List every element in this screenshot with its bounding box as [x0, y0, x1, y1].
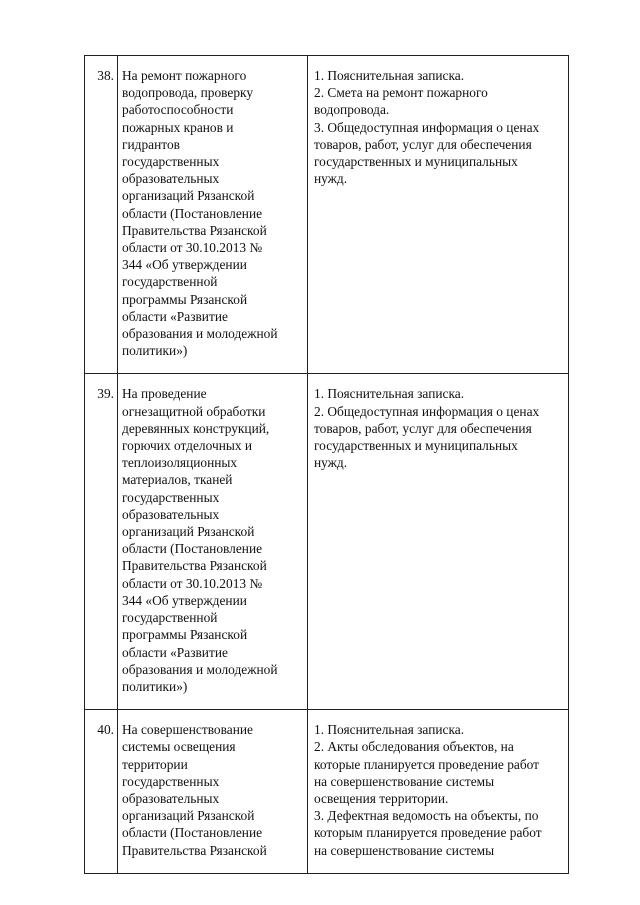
text-line: На ремонт пожарного [122, 68, 247, 83]
text-line: области от 30.10.2013 № [122, 575, 263, 591]
text-line: 2. Акты обследования объектов, на [314, 739, 514, 755]
text-line: государственных и муниципальных [314, 438, 518, 454]
text-line: 344 «Об утверждении [122, 592, 247, 608]
text-line: огнезащитной обработки [122, 403, 266, 419]
text-line: политики») [122, 678, 188, 694]
required-documents [308, 56, 569, 374]
table-row [85, 374, 569, 710]
text-line: государственных [122, 154, 220, 170]
text-line: водопровода, проверку [122, 85, 254, 101]
expense-description [118, 710, 308, 874]
text-line: работоспособности [122, 102, 234, 118]
requirements-table [84, 55, 569, 874]
text-line: На проведение [122, 386, 207, 402]
text-line: горючих отделочных и [122, 438, 253, 454]
text-line: образовательных [122, 790, 220, 806]
text-line: нужд. [314, 171, 348, 187]
expense-description [118, 374, 308, 710]
row-number: 38. [85, 56, 118, 374]
text-line: политики») [122, 343, 188, 359]
required-documents [308, 374, 569, 710]
required-documents [308, 710, 569, 874]
text-line: государственных [122, 773, 220, 789]
text-line: территории [122, 756, 188, 772]
text-line: которым планируется проведение работ [314, 825, 542, 841]
text-line: области (Постановление [122, 825, 263, 841]
text-line: деревянных конструкций, [122, 420, 270, 436]
text-line: системы освещения [122, 739, 236, 755]
text-line: области (Постановление [122, 541, 263, 557]
text-line: организаций Рязанской [122, 188, 255, 204]
text-line: государственных и муниципальных [314, 154, 518, 170]
text-line: материалов, тканей [122, 472, 233, 488]
text-line: государственной [122, 610, 218, 626]
text-line: государственной [122, 274, 218, 290]
text-line: области «Развитие [122, 644, 228, 660]
text-line: 3. Дефектная ведомость на объекты, по [314, 808, 539, 824]
text-line: программы Рязанской [122, 291, 248, 307]
text-line: образования и молодежной [122, 326, 278, 342]
text-line: государственных [122, 489, 220, 505]
text-line: организаций Рязанской [122, 524, 255, 540]
text-line: товаров, работ, услуг для обеспечения [314, 420, 532, 436]
text-line: товаров, работ, услуг для обеспечения [314, 136, 532, 152]
text-line: области от 30.10.2013 № [122, 240, 263, 256]
text-line: области (Постановление [122, 205, 263, 221]
text-line: 1. Пояснительная записка. [314, 722, 465, 738]
text-line: освещения территории. [314, 790, 449, 806]
text-line: гидрантов [122, 136, 180, 152]
text-line: которые планируется проведение работ [314, 756, 540, 772]
text-line: области «Развитие [122, 308, 228, 324]
text-line: теплоизоляционных [122, 455, 238, 471]
text-line: Правительства Рязанской [122, 842, 267, 858]
text-line: водопровода. [314, 102, 390, 118]
text-line: пожарных кранов и [122, 119, 234, 135]
text-line: организаций Рязанской [122, 808, 255, 824]
text-line: на совершенствование системы [314, 773, 495, 789]
text-line: 2. Общедоступная информация о ценах [314, 403, 540, 419]
text-line: 1. Пояснительная записка. [314, 68, 465, 83]
table-row [85, 56, 569, 374]
row-number: 39. [85, 374, 118, 710]
text-line: образовательных [122, 506, 220, 522]
text-line: 2. Смета на ремонт пожарного [314, 85, 488, 101]
text-line: образования и молодежной [122, 661, 278, 677]
table-row [85, 710, 569, 874]
text-line: На совершенствование [122, 722, 253, 738]
text-line: нужд. [314, 455, 348, 471]
text-line: программы Рязанской [122, 627, 248, 643]
text-line: на совершенствование системы [314, 842, 495, 858]
text-line: 3. Общедоступная информация о ценах [314, 119, 540, 135]
text-line: образовательных [122, 171, 220, 187]
expense-description [118, 56, 308, 374]
text-line: 1. Пояснительная записка. [314, 386, 465, 402]
text-line: Правительства Рязанской [122, 222, 267, 238]
row-number: 40. [85, 710, 118, 874]
text-line: 344 «Об утверждении [122, 257, 247, 273]
text-line: Правительства Рязанской [122, 558, 267, 574]
